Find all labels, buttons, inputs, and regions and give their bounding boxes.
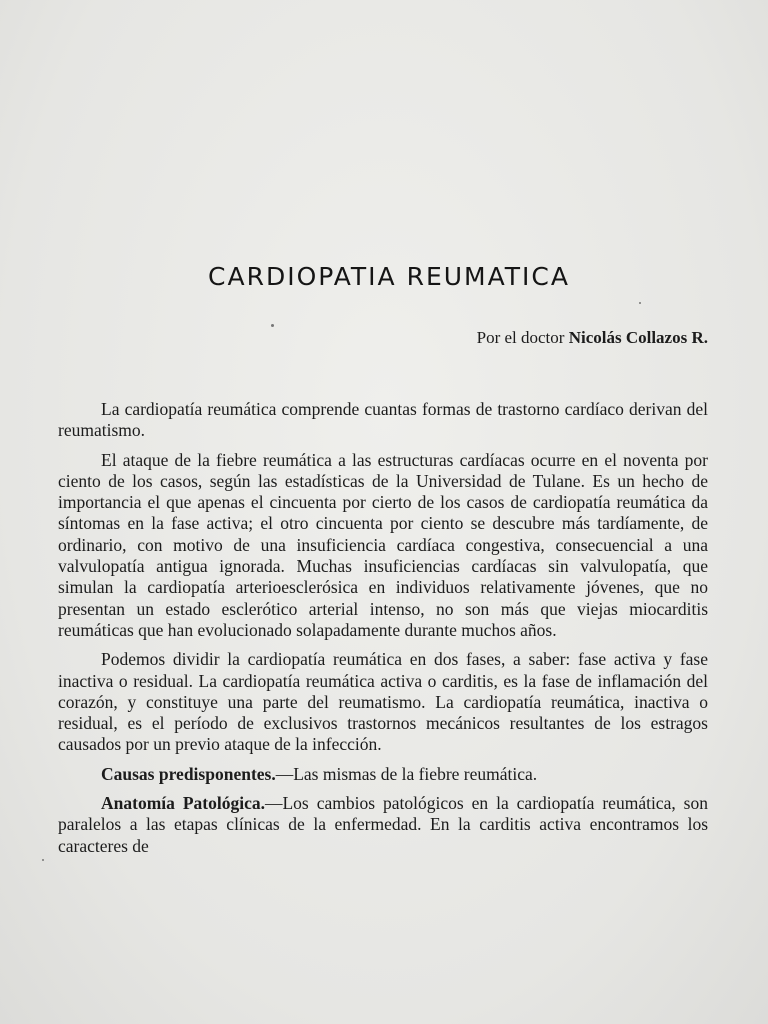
paragraph	[58, 450, 708, 642]
paper-speck	[42, 859, 44, 861]
paragraph	[58, 764, 708, 785]
paragraph-text: La cardiopatía reumática comprende cuantas formas de trastorno cardíaco derivan del reumatismo.	[58, 399, 708, 441]
paragraph-text: —Las mismas de la fiebre reumática.	[275, 763, 538, 784]
article-title: CARDIOPATIA REUMATICA	[208, 262, 570, 291]
byline-prefix: Por el doctor	[476, 328, 569, 347]
paper-speck	[639, 302, 641, 304]
paragraph-text: Podemos dividir la cardiopatía reumática en dos fases, a saber: fase activa y fase inactiva o residual. La cardiopatía reumática activa o carditis, es la fase de inflamación del corazón, y constituye una parte del reumatismo. La cardiopatía reumática, inactiva o residual, es el período de exclusivos trastornos mecánicos resultantes de los estragos causados por un previo ataque de la infección.	[58, 649, 708, 755]
paragraph	[58, 793, 708, 857]
paper-speck	[271, 324, 274, 327]
paragraph	[58, 649, 708, 755]
section-heading-anatomia: Anatomía Patológica.	[101, 793, 265, 814]
author-name: Nicolás Collazos R.	[568, 328, 708, 347]
byline	[477, 328, 708, 348]
paragraph-text: —Los cambios patológicos en la cardiopatía reumática, son paralelos a las etapas clínicas de la enfermedad. En la carditis activa encontramos los caracteres de	[58, 793, 708, 856]
article-body	[58, 399, 708, 865]
paragraph	[58, 399, 708, 442]
section-heading-causas: Causas predisponentes.	[101, 763, 276, 784]
paragraph-text: El ataque de la fiebre reumática a las estructuras cardíacas ocurre en el noventa por ciento de los casos, según las estadísticas de la Universidad de Tulane. Es un hecho de importancia el que apenas el cincuenta por cierto de los casos de cardiopatía reumática da síntomas en la fase activa; el otro cincuenta por ciento se descubre más tardíamente, de ordinario, con motivo de una insuficiencia cardíaca congestiva, consecuencial a una valvulopatía antigua ignorada. Muchas insuficiencias cardíacas sin valvulopatía, que simulan la cardiopatía arterioesclerósica en individuos relativamente jóvenes, que no presentan un estado esclerótico arterial intenso, no son más que viejas miocarditis reumáticas que han evolucionado solapadamente durante muchos años.	[58, 449, 708, 640]
